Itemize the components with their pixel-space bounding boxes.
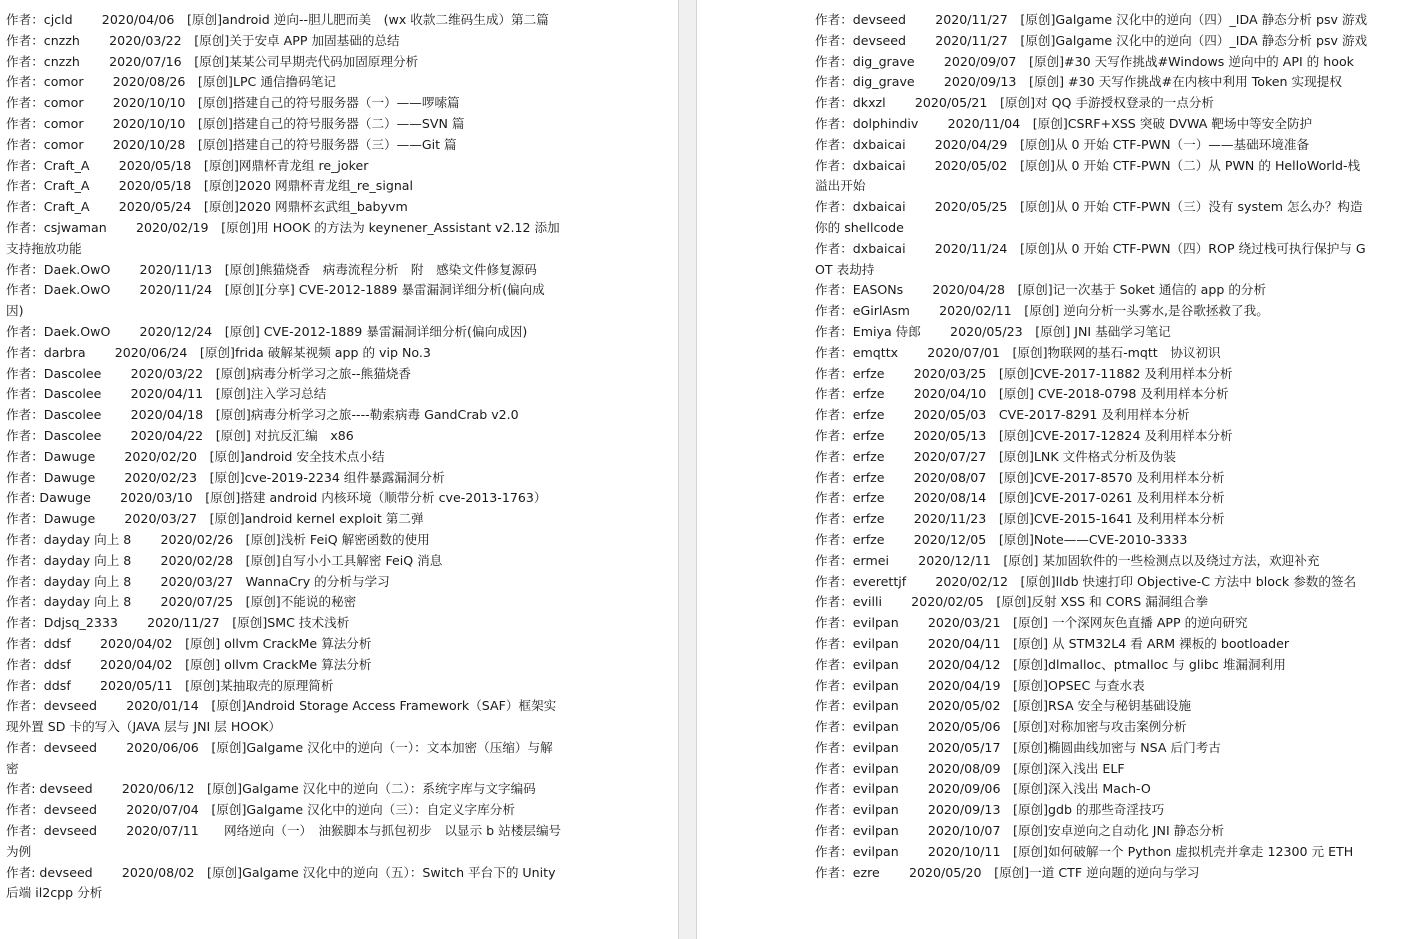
entry-text: 作者：cnzzh 2020/07/16 [原创]某某公司早期壳代码加固原理分析 (6, 53, 419, 69)
list-item (6, 364, 562, 385)
list-item (6, 779, 562, 800)
entry-text: 作者：dkxzl 2020/05/21 [原创]对 QQ 手游授权登录的一点分析 (815, 95, 1214, 111)
list-item (815, 239, 1369, 281)
entry-text: 作者：dxbaicai 2020/05/02 [原创]从 0 开始 CTF-PWN（二）从 PWN 的 HelloWorld-栈溢出开始 (815, 157, 1361, 194)
entry-text: 作者：evilpan 2020/04/11 [原创] 从 STM32L4 看 ARM 裸板的 bootloader (815, 635, 1290, 651)
entry-text: 作者：dayday 向上 8 2020/07/25 [原创]不能说的秘密 (6, 594, 357, 610)
entry-text: 作者：devseed 2020/06/06 [原创]Galgame 汉化中的逆向（一）：文本加密（压缩）与解密 (6, 739, 553, 776)
list-item (6, 322, 562, 343)
list-item (815, 426, 1369, 447)
entry-text: 作者：ermei 2020/12/11 [原创] 某加固软件的一些检测点以及绕过方法，欢迎补充 (815, 552, 1320, 568)
list-item (815, 52, 1369, 73)
entry-text: 作者: devseed 2020/06/12 [原创]Galgame 汉化中的逆向（二）：系统字库与文字编码 (6, 781, 536, 797)
entry-text: 作者：erfze 2020/08/07 [原创]CVE-2017-8570 及利用样本分析 (815, 469, 1225, 485)
entry-text: 作者：erfze 2020/11/23 [原创]CVE-2015-1641 及利用样本分析 (815, 511, 1225, 527)
entry-text: 作者：Craft_A 2020/05/18 [原创]网鼎杯青龙组 re_joker (6, 157, 369, 173)
entry-text: 作者：Craft_A 2020/05/18 [原创]2020 网鼎杯青龙组_re_signal (6, 178, 414, 194)
entry-text: 作者：devseed 2020/07/04 [原创]Galgame 汉化中的逆向（三）：自定义字库分析 (6, 802, 515, 818)
entry-text: 作者：evilpan 2020/10/07 [原创]安卓逆向之自动化 JNI 静态分析 (815, 823, 1225, 839)
list-item (815, 738, 1369, 759)
entry-text: 作者：ddsf 2020/05/11 [原创]某抽取壳的原理简析 (6, 677, 334, 693)
list-item (815, 405, 1369, 426)
entry-text: 作者：devseed 2020/11/27 [原创]Galgame 汉化中的逆向（四）_IDA 静态分析 psv 游戏 (815, 32, 1368, 48)
entry-text: 作者：eGirlAsm 2020/02/11 [原创] 逆向分析一头雾水,是谷歌拯救了我。 (815, 303, 1269, 319)
list-item (6, 260, 562, 281)
entry-text: 作者：evilli 2020/02/05 [原创]反射 XSS 和 CORS 漏洞组合拳 (815, 594, 1209, 610)
list-item (6, 509, 562, 530)
entry-text: 作者：erfze 2020/04/10 [原创] CVE-2018-0798 及利用样本分析 (815, 386, 1229, 402)
entry-text: 作者：Ddjsq_2333 2020/11/27 [原创]SMC 技术浅析 (6, 615, 350, 631)
list-item (6, 821, 562, 863)
entry-text: 作者：dig_grave 2020/09/13 [原创] #30 天写作挑战#在内核中利用 Token 实现提权 (815, 74, 1342, 90)
entry-text: 作者：ezre 2020/05/20 [原创]一道 CTF 逆向题的逆向与学习 (815, 864, 1200, 880)
list-item (815, 135, 1369, 156)
list-item (6, 343, 562, 364)
list-item (6, 156, 562, 177)
entry-text: 作者：devseed 2020/11/27 [原创]Galgame 汉化中的逆向（四）_IDA 静态分析 psv 游戏 (815, 12, 1368, 27)
list-item (6, 31, 562, 52)
list-item (6, 197, 562, 218)
entry-text: 作者：ddsf 2020/04/02 [原创] ollvm CrackMe 算法分析 (6, 635, 372, 651)
list-item (815, 301, 1369, 322)
list-item (815, 779, 1369, 800)
page-right (697, 0, 1411, 939)
list-item (6, 447, 562, 468)
entry-text: 作者：EASONs 2020/04/28 [原创]记一次基于 Soket 通信的 app 的分析 (815, 282, 1267, 298)
list-item (815, 197, 1369, 239)
entry-text: 作者：comor 2020/10/28 [原创]搭建自己的符号服务器（三）——Git 篇 (6, 136, 457, 152)
entry-text: 作者：erfze 2020/07/27 [原创]LNK 文件格式分析及伪装 (815, 448, 1176, 464)
entry-text: 作者：devseed 2020/07/11 网络逆向（一） 油猴脚本与抓包初步 以显示 b 站楼层编号为例 (6, 823, 562, 859)
list-item (815, 821, 1369, 842)
entry-text: 作者：dxbaicai 2020/04/29 [原创]从 0 开始 CTF-PWN（一）——基础环境准备 (815, 136, 1310, 152)
list-item (6, 551, 562, 572)
list-item (6, 10, 562, 31)
list-item (6, 72, 562, 93)
entry-text: 作者：cjcld 2020/04/06 [原创]android 逆向--胆儿肥而美 (wx 收款二维码生成）第二篇 (6, 12, 549, 27)
page-separator (678, 0, 697, 939)
entry-text: 作者：evilpan 2020/09/06 [原创]深入浅出 Mach-O (815, 781, 1151, 797)
list-item (6, 426, 562, 447)
entry-text: 作者：evilpan 2020/09/13 [原创]gdb 的那些奇淫技巧 (815, 802, 1165, 818)
entry-text: 作者：csjwaman 2020/02/19 [原创]用 HOOK 的方法为 keynener_Assistant v2.12 添加支持拖放功能 (6, 219, 560, 256)
list-item (6, 738, 562, 780)
list-item (815, 572, 1369, 593)
entry-text: 作者：evilpan 2020/05/17 [原创]椭圆曲线加密与 NSA 后门考古 (815, 739, 1221, 755)
list-item (815, 72, 1369, 93)
list-item (6, 530, 562, 551)
entry-text: 作者: devseed 2020/08/02 [原创]Galgame 汉化中的逆向（五）：Switch 平台下的 Unity 后端 il2cpp 分析 (6, 864, 560, 901)
entry-text: 作者：Dawuge 2020/02/23 [原创]cve-2019-2234 组件暴露漏洞分析 (6, 469, 445, 485)
entry-text: 作者：dxbaicai 2020/11/24 [原创]从 0 开始 CTF-PWN（四）ROP 绕过栈可执行保护与 GOT 表劫持 (815, 240, 1366, 277)
entry-text: 作者：erfze 2020/08/14 [原创]CVE-2017-0261 及利用样本分析 (815, 490, 1225, 506)
entry-text: 作者：evilpan 2020/03/21 [原创] 一个深网灰色直播 APP 的逆向研究 (815, 615, 1248, 631)
entry-text: 作者：darbra 2020/06/24 [原创]frida 破解某视频 app 的 vip No.3 (6, 344, 431, 360)
entry-text: 作者：Daek.OwO 2020/11/24 [原创][分享] CVE-2012-1889 暴雷漏洞详细分析(偏向成因) (6, 282, 545, 319)
list-item (815, 10, 1369, 31)
list-item (815, 842, 1369, 863)
entry-text: 作者：dayday 向上 8 2020/03/27 WannaCry 的分析与学习 (6, 573, 390, 589)
entry-text: 作者：erfze 2020/05/03 CVE-2017-8291 及利用样本分析 (815, 407, 1190, 423)
list-item (815, 655, 1369, 676)
list-item (6, 135, 562, 156)
list-item (6, 863, 562, 905)
list-item (6, 280, 562, 322)
list-item (815, 468, 1369, 489)
list-item (6, 572, 562, 593)
entry-text: 作者：Emiya 侍郎 2020/05/23 [原创] JNI 基础学习笔记 (815, 323, 1171, 339)
list-item (815, 696, 1369, 717)
list-item (815, 114, 1369, 135)
list-item (815, 800, 1369, 821)
list-item (815, 280, 1369, 301)
entry-text: 作者：erfze 2020/05/13 [原创]CVE-2017-12824 及利用样本分析 (815, 427, 1233, 443)
list-item (815, 676, 1369, 697)
list-item (6, 655, 562, 676)
list-item (815, 613, 1369, 634)
list-item (815, 863, 1369, 884)
list-item (6, 613, 562, 634)
entry-text: 作者：comor 2020/10/10 [原创]搭建自己的符号服务器（二）——SVN 篇 (6, 115, 465, 131)
list-item (6, 176, 562, 197)
list-item (815, 343, 1369, 364)
list-item (815, 93, 1369, 114)
list-item (6, 592, 562, 613)
entry-text: 作者：Daek.OwO 2020/11/13 [原创]熊猫烧香 病毒流程分析 附 感染文件修复源码 (6, 261, 537, 277)
entry-text: 作者：evilpan 2020/04/12 [原创]dlmalloc、ptmalloc 与 glibc 堆漏洞利用 (815, 656, 1286, 672)
entry-text: 作者：evilpan 2020/08/09 [原创]深入浅出 ELF (815, 760, 1125, 776)
entry-text: 作者：emqttx 2020/07/01 [原创]物联网的基石-mqtt 协议初识 (815, 344, 1221, 360)
entry-text: 作者：dolphindiv 2020/11/04 [原创]CSRF+XSS 突破 DVWA 靶场中等安全防护 (815, 115, 1313, 131)
entry-text: 作者：erfze 2020/12/05 [原创]Note——CVE-2010-3333 (815, 531, 1188, 547)
entry-text: 作者：cnzzh 2020/03/22 [原创]关于安卓 APP 加固基础的总结 (6, 32, 400, 48)
entry-text: 作者：Dawuge 2020/02/20 [原创]android 安全技术点小结 (6, 448, 385, 464)
list-item (6, 676, 562, 697)
list-item (815, 488, 1369, 509)
entry-text: 作者：Dascolee 2020/04/18 [原创]病毒分析学习之旅----勒索病毒 GandCrab v2.0 (6, 407, 519, 423)
entry-text: 作者：dig_grave 2020/09/07 [原创]#30 天写作挑战#Windows 逆向中的 API 的 hook (815, 53, 1354, 69)
entry-text: 作者：Dascolee 2020/03/22 [原创]病毒分析学习之旅--熊猫烧香 (6, 365, 411, 381)
list-item (6, 405, 562, 426)
entry-text: 作者：Daek.OwO 2020/12/24 [原创] CVE-2012-1889 暴雷漏洞详细分析(偏向成因) (6, 323, 528, 339)
entry-list-right (815, 10, 1369, 883)
list-item (815, 530, 1369, 551)
entry-text: 作者：Craft_A 2020/05/24 [原创]2020 网鼎杯玄武组_babyvm (6, 199, 408, 215)
list-item (6, 52, 562, 73)
entry-text: 作者：dxbaicai 2020/05/25 [原创]从 0 开始 CTF-PWN（三）没有 system 怎么办？构造你的 shellcode (815, 199, 1363, 235)
entry-text: 作者：evilpan 2020/05/02 [原创]RSA 安全与秘钥基础设施 (815, 698, 1191, 714)
list-item (6, 800, 562, 821)
list-item (6, 114, 562, 135)
list-item (6, 384, 562, 405)
entry-text: 作者：comor 2020/08/26 [原创]LPC 通信撸码笔记 (6, 74, 336, 90)
entry-text: 作者：comor 2020/10/10 [原创]搭建自己的符号服务器（一）——啰嗦篇 (6, 95, 460, 111)
list-item (815, 717, 1369, 738)
list-item (6, 634, 562, 655)
list-item (6, 696, 562, 738)
list-item (815, 384, 1369, 405)
entry-text: 作者：evilpan 2020/10/11 [原创]如何破解一个 Python 虚拟机壳并拿走 12300 元 ETH (815, 843, 1354, 859)
list-item (815, 447, 1369, 468)
list-item (6, 468, 562, 489)
entry-list-left (6, 10, 562, 904)
list-item (815, 592, 1369, 613)
list-item (815, 31, 1369, 52)
page-left (0, 0, 678, 939)
entry-text: 作者：Dascolee 2020/04/11 [原创]注入学习总结 (6, 386, 327, 402)
list-item (6, 218, 562, 260)
entry-text: 作者：evilpan 2020/05/06 [原创]对称加密与攻击案例分析 (815, 719, 1187, 735)
list-item (815, 634, 1369, 655)
entry-text: 作者：Dawuge 2020/03/27 [原创]android kernel exploit 第二弹 (6, 511, 424, 527)
list-item (815, 322, 1369, 343)
entry-text: 作者：erfze 2020/03/25 [原创]CVE-2017-11882 及利用样本分析 (815, 365, 1233, 381)
list-item (815, 551, 1369, 572)
list-item (815, 364, 1369, 385)
list-item (815, 156, 1369, 198)
entry-text: 作者：everettjf 2020/02/12 [原创]lldb 快速打印 Objective-C 方法中 block 参数的签名 (815, 573, 1357, 589)
list-item (6, 93, 562, 114)
entry-text: 作者: Dawuge 2020/03/10 [原创]搭建 android 内核环境（顺带分析 cve-2013-1763） (6, 490, 547, 506)
list-item (6, 488, 562, 509)
entry-text: 作者：evilpan 2020/04/19 [原创]OPSEC 与查水表 (815, 677, 1145, 693)
entry-text: 作者：ddsf 2020/04/02 [原创] ollvm CrackMe 算法分析 (6, 656, 372, 672)
entry-text: 作者：Dascolee 2020/04/22 [原创] 对抗反汇编 x86 (6, 427, 354, 443)
list-item (815, 759, 1369, 780)
list-item (815, 509, 1369, 530)
entry-text: 作者：devseed 2020/01/14 [原创]Android Storage Access Framework（SAF）框架实现外置 SD 卡的写入（JAVA 层与 JNI 层 HOOK） (6, 698, 557, 735)
entry-text: 作者：dayday 向上 8 2020/02/28 [原创]自写小小工具解密 FeiQ 消息 (6, 552, 443, 568)
entry-text: 作者：dayday 向上 8 2020/02/26 [原创]浅析 FeiQ 解密函数的使用 (6, 531, 430, 547)
